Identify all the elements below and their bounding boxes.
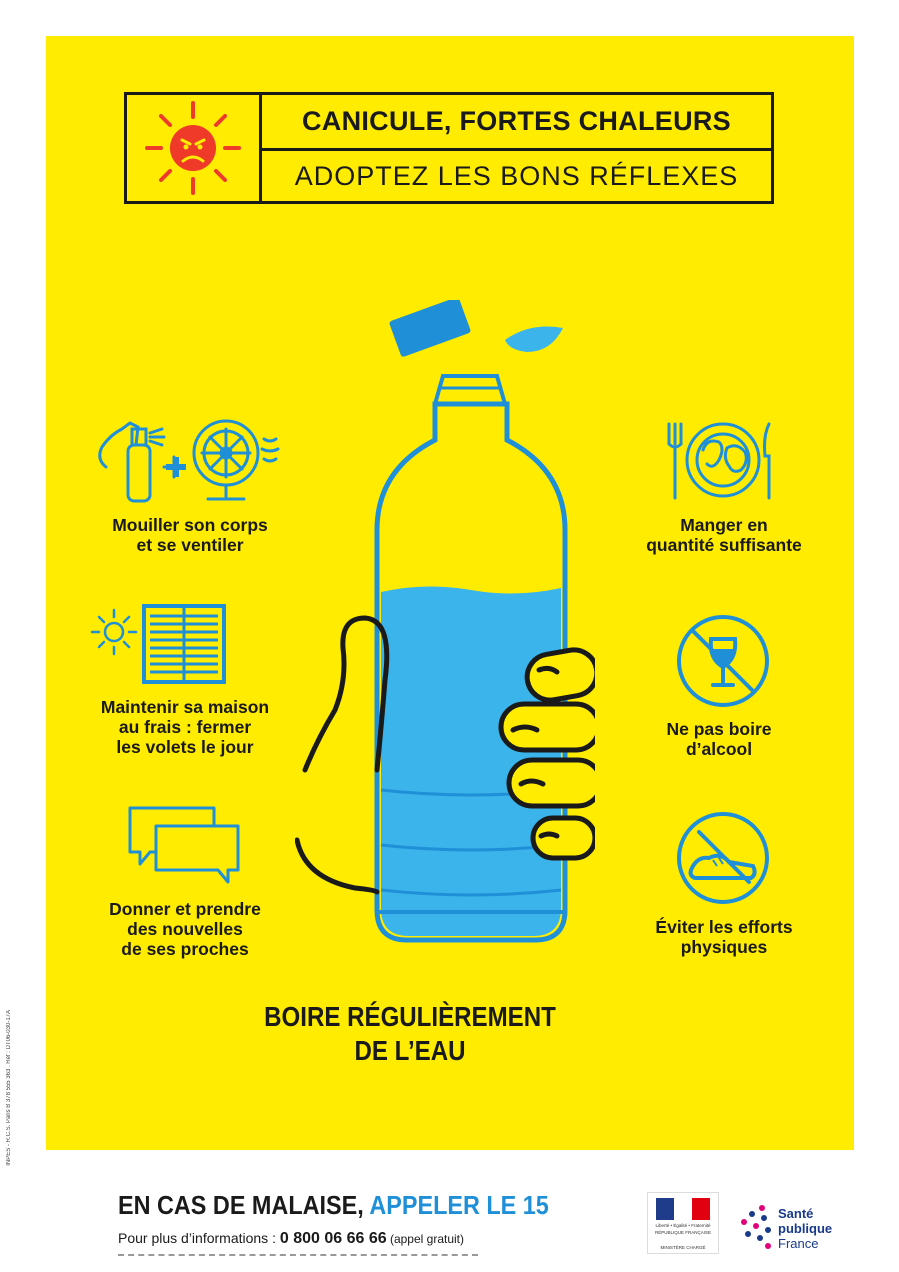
- drink-water-line2: DE L’EAU: [354, 1035, 466, 1066]
- info-line: [118, 1230, 464, 1248]
- tip-text-line: les volets le jour: [116, 737, 254, 757]
- tip-text-line: et se ventiler: [136, 535, 244, 555]
- tip-text-line: quantité suffisante: [646, 535, 802, 555]
- drink-water-label: [229, 1000, 590, 1068]
- cut-text-line: [118, 1254, 478, 1260]
- header-titles: [262, 95, 771, 201]
- sante-line2: publique: [778, 1221, 833, 1236]
- emergency-heading-part1: EN CAS DE MALAISE,: [118, 1190, 364, 1220]
- tip-text-line: Ne pas boire: [666, 719, 772, 739]
- no-alcohol-icon: [673, 611, 773, 711]
- phone-number[interactable]: 0 800 06 66 66: [279, 1230, 387, 1247]
- reference-text: INPES - R.C.S. Paris B 378 555 363 . Réf : DT06-030-17A: [6, 1010, 12, 1166]
- tip-eat-enough: [609, 515, 839, 555]
- republique-name: RÉPUBLIQUE FRANÇAISE: [654, 1230, 711, 1235]
- plate-food-icon: [663, 420, 783, 500]
- sun-cell: [127, 95, 262, 201]
- tip-text-line: Éviter les efforts: [655, 917, 793, 937]
- tip-keep-cool: [70, 697, 300, 757]
- tip-text-line: Manger en: [680, 515, 768, 535]
- chat-bubbles-icon: [126, 804, 246, 884]
- tip-avoid-effort: [609, 917, 839, 957]
- french-flag-icon: [656, 1198, 710, 1220]
- emergency-heading-part2: APPELER LE 15: [369, 1190, 549, 1220]
- sun-shutter-icon: [88, 604, 238, 684]
- tip-text-line: des nouvelles: [127, 919, 243, 939]
- tip-text-line: Mouiller son corps: [112, 515, 268, 535]
- header-box: [124, 92, 774, 204]
- republique-francaise-logo: [647, 1192, 719, 1254]
- republique-motto: Liberté • Égalité • Fraternité: [655, 1223, 711, 1228]
- tip-text-line: au frais : fermer: [118, 717, 252, 737]
- ministry-name: MINISTÈRE CHARGÉ: [660, 1245, 706, 1250]
- no-sport-icon: [673, 808, 773, 908]
- header-title: CANICULE, FORTES CHALEURS: [262, 95, 771, 151]
- sante-line1: Santé: [778, 1206, 814, 1221]
- info-prefix: Pour plus d’informations :: [118, 1230, 280, 1246]
- tip-wet-body: [75, 515, 305, 555]
- tip-text-line: d’alcool: [685, 739, 753, 759]
- tip-text-line: Donner et prendre: [109, 899, 261, 919]
- header-subtitle: ADOPTEZ LES BONS RÉFLEXES: [294, 160, 739, 191]
- info-suffix: (appel gratuit): [386, 1232, 464, 1246]
- tip-text-line: Maintenir sa maison: [100, 697, 270, 717]
- sante-publique-france-logo: [738, 1204, 858, 1260]
- tip-text-line: de ses proches: [121, 939, 249, 959]
- tip-news-relatives: [70, 899, 300, 959]
- sante-publique-text: [778, 1206, 832, 1251]
- sante-publique-dots-icon: [738, 1204, 774, 1250]
- water-bottle-illustration: [295, 300, 595, 950]
- drink-water-line1: BOIRE RÉGULIÈREMENT: [264, 1001, 556, 1032]
- angry-sun-icon: [127, 95, 259, 201]
- water-drop-icon: [505, 327, 563, 353]
- emergency-heading: [118, 1190, 549, 1221]
- sante-line3: France: [778, 1236, 819, 1251]
- spray-fan-icon: [92, 415, 282, 505]
- tip-no-alcohol: [604, 719, 834, 759]
- hand-icon: [297, 618, 387, 892]
- tip-text-line: physiques: [680, 937, 768, 957]
- bottle-cap-icon: [389, 300, 472, 358]
